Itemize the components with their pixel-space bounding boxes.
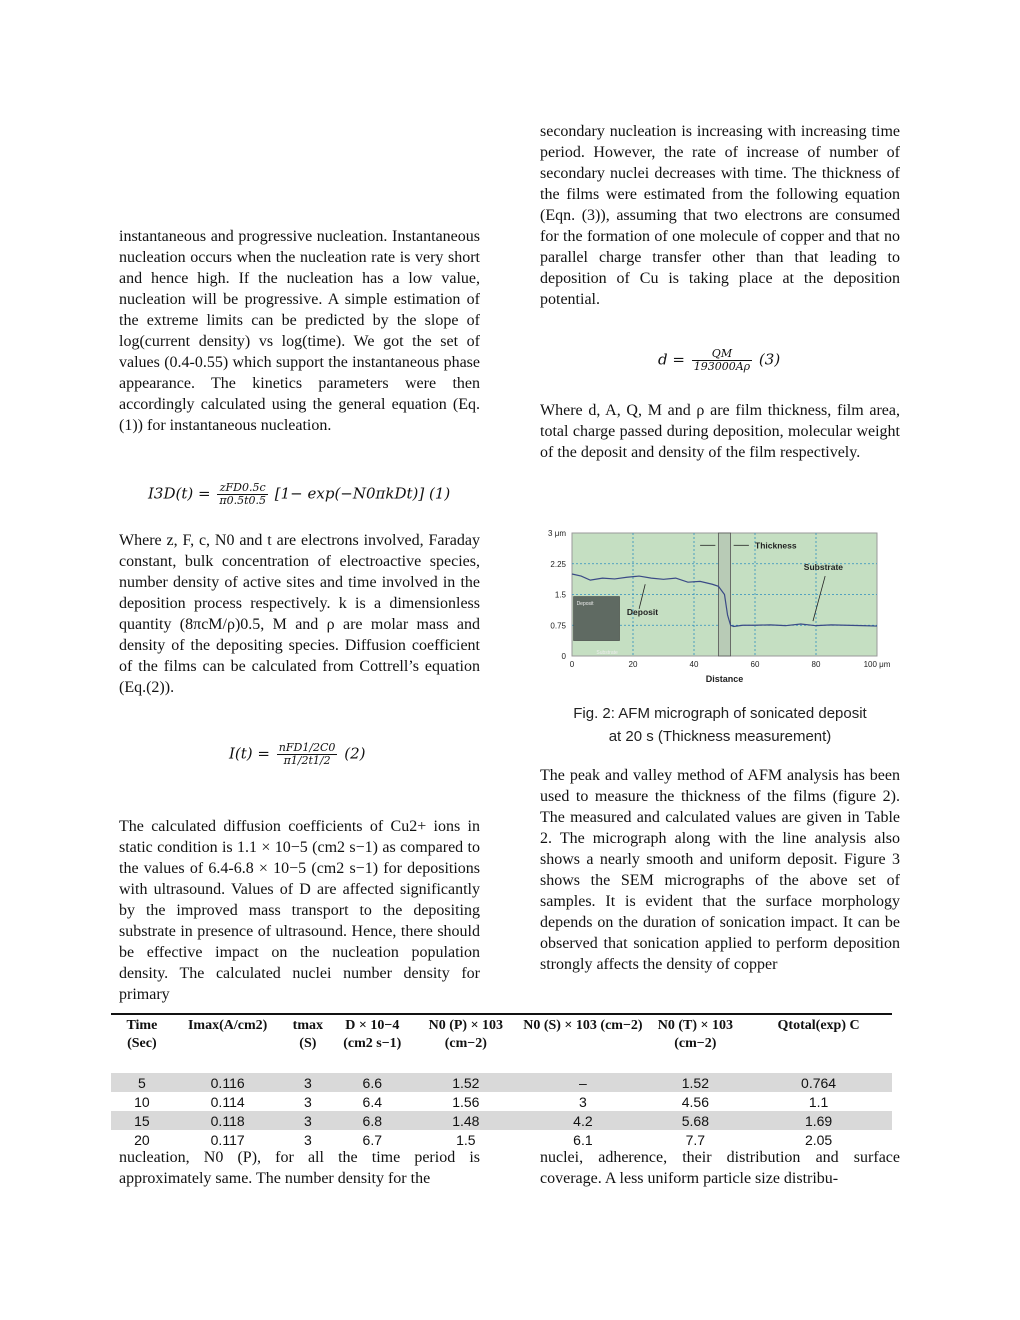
left-column-part-3 xyxy=(119,816,480,1005)
table-cell: 1.56 xyxy=(452,1093,480,1110)
table-header-cell: N0 (S) × 103 (cm−2) xyxy=(520,1014,645,1066)
table-cell: 5 xyxy=(111,1066,173,1092)
table-cell: – xyxy=(520,1066,645,1092)
table-cell: 0.764 xyxy=(745,1066,892,1092)
table-cell: 5.68 xyxy=(646,1111,746,1130)
x-tick-label: 0 xyxy=(569,660,575,669)
x-tick-label: 40 xyxy=(689,660,699,669)
x-tick-label: 60 xyxy=(750,660,760,669)
table-row xyxy=(111,1092,892,1111)
right-paragraph-2: Where d, A, Q, M and ρ are film thickness, film area, total charge passed during deposition, molecular weight of the deposit and density of the film respectively. xyxy=(540,402,900,461)
afm-thickness-chart xyxy=(540,525,900,690)
annotation-deposit: Deposit xyxy=(626,607,659,617)
table-cell: 3 xyxy=(283,1066,334,1092)
y-tick-label: 2.25 xyxy=(550,559,566,569)
y-tick-label: 0.75 xyxy=(550,621,566,631)
x-tick-label: 80 xyxy=(811,660,821,669)
table-header-cell: N0 (T) × 103 (cm−2) xyxy=(646,1014,746,1066)
table-cell: 6.8 xyxy=(333,1111,411,1130)
eq2-denominator: π1/2t1/2 xyxy=(283,754,331,767)
table-row xyxy=(111,1066,892,1092)
eq2-tag: (2) xyxy=(344,744,366,763)
table-cell: 20 xyxy=(134,1131,150,1148)
table-cell: 0.118 xyxy=(173,1111,283,1130)
table-header-cell: tmax (S) xyxy=(283,1014,334,1066)
right-paragraph-4: nuclei, adherence, their distribution and surface coverage. A less uniform particle size distribu- xyxy=(540,1149,900,1187)
right-column xyxy=(540,121,900,310)
right-column-part-3 xyxy=(540,765,900,975)
caption-line-1: Fig. 2: AFM micrograph of sonicated deposit xyxy=(573,705,867,722)
left-column-part-2 xyxy=(119,530,480,698)
table-header-cell: N0 (P) × 103 (cm−2) xyxy=(411,1014,520,1066)
equation-1 xyxy=(148,482,450,507)
table-cell: 3 xyxy=(283,1111,334,1130)
y-tick-label: 1.5 xyxy=(554,590,566,600)
right-paragraph-3: The peak and valley method of AFM analysis has been used to measure the thickness of the films (figure 2). The measured and calculated values are given in Table 2. The micrograph along with the line analysis also shows a nearly smooth and uniform deposit. Figure 3 shows the SEM micrographs of the above set of samples. It is evident that the surface morphology depends on the duration of sonication impact. It can be observed that sonication applied to perform deposition strongly affects the density of copper xyxy=(540,767,900,973)
table-cell: 7.7 xyxy=(685,1131,706,1148)
equation-2 xyxy=(229,742,365,767)
eq1-fraction xyxy=(217,482,268,507)
table-header-cell: Imax(A/cm2) xyxy=(173,1014,283,1066)
table-cell: 3 xyxy=(303,1131,312,1148)
equation-3 xyxy=(658,348,780,373)
eq2-fraction xyxy=(277,742,338,767)
table-cell: 4.56 xyxy=(681,1093,709,1110)
right-paragraph-1: secondary nucleation is increasing with increasing time period. However, the rate of increase of number of secondary nuclei decreases with time. The thickness of the films were estimated from the following equation (Eqn. (3)), assuming that two electrons are consumed for the formation of one molecule of copper and that no parallel charge transfer other than that leading to deposition of Cu is taking place at the deposition potential. xyxy=(540,123,900,308)
table-header-cell: D × 10−4 (cm2 s−1) xyxy=(333,1014,411,1066)
table-cell: 0.116 xyxy=(173,1066,283,1092)
eq2-lhs: I(t) = xyxy=(229,744,270,763)
eq1-denominator: π0.5t0.5 xyxy=(219,494,266,507)
table-header-row xyxy=(111,1014,892,1066)
eq2-numerator: nFD1/2C0 xyxy=(278,741,336,754)
x-axis-label: Distance xyxy=(705,674,744,684)
table-header-cell: Qtotal(exp) C xyxy=(745,1014,892,1066)
annotation-thickness: Thickness xyxy=(755,540,797,551)
table-cell: 1.52 xyxy=(411,1066,520,1092)
caption-line-2: at 20 s (Thickness measurement) xyxy=(608,728,832,745)
inset-label-substrate: Substrate xyxy=(596,649,618,656)
results-table xyxy=(111,1013,892,1149)
left-column xyxy=(119,226,480,436)
table-cell: 0.117 xyxy=(210,1131,245,1148)
annotation-substrate: Substrate xyxy=(803,561,844,572)
left-paragraph-4: nucleation, N0 (P), for all the time period is approximately same. The number density for the xyxy=(119,1149,480,1187)
table-cell: 15 xyxy=(111,1111,173,1130)
table-cell: 10 xyxy=(134,1093,150,1110)
table-cell: 3 xyxy=(579,1093,587,1110)
y-tick-label: 3 μm xyxy=(548,529,566,538)
eq3-tag: (3) xyxy=(758,350,781,369)
left-paragraph-1: instantaneous and progressive nucleation. Instantaneous nucleation occurs when the nucleation rate is very short and hence high. If the nucleation has a low value, nucleation will be progressive. A simple estimation of the extreme limits can be predicted by the slope of log(current density) vs log(time). We got the set of values (0.4-0.55) which support the instantaneous phase appearance. The kinetics parameters were then accordingly calculated using the general equation (Eq. (1)) for instantaneous nucleation. xyxy=(119,228,480,434)
table-row xyxy=(111,1130,892,1149)
eq3-numerator: QM xyxy=(692,348,752,361)
table-cell: 1.48 xyxy=(411,1111,520,1130)
left-paragraph-3: The calculated diffusion coefficients of Cu2+ ions in static condition is 1.1 × 10−5 (cm2 s−1) as compared to the values of 6.4-6.8 × 10−5 (cm2 s−1) for depositions with ultrasound. Values of D are affected significantly by the improved mass transport to the depositing substrate in presence of ultrasound. Hence, there should be effective impact on the nucleation population density. The calculated nuclei number density for primary xyxy=(119,818,480,1003)
figure-caption xyxy=(540,702,900,748)
table-cell: 4.2 xyxy=(520,1111,645,1130)
y-tick-label: 0 xyxy=(561,652,566,661)
table-header-cell: Time (Sec) xyxy=(111,1014,173,1066)
left-paragraph-2: Where z, F, c, N0 and t are electrons involved, Faraday constant, bulk concentration of electroactive species, number density of active sites and time involved in the deposition process respectively. k is a dimensionless quantity (8πcM/ρ)0.5, M and ρ are molar mass and density of the depositing species. Diffusion coefficient of the films can be calculated from Cottrell’s equation (Eq.(2)). xyxy=(119,532,480,696)
table-cell: 6.1 xyxy=(573,1131,593,1148)
eq1-lhs: I3D(t) = xyxy=(148,484,211,503)
eq1-rhs: [1− exp(−N0πkDt)] (1) xyxy=(274,484,451,503)
x-tick-label: 100 μm xyxy=(863,660,891,669)
x-tick-label: 20 xyxy=(628,660,638,669)
table-cell: 2.05 xyxy=(804,1131,833,1148)
table-cell: 6.6 xyxy=(333,1066,411,1092)
eq3-denominator: 193000Aρ xyxy=(693,360,751,373)
inset-label-deposit: Deposit xyxy=(576,600,594,607)
table-cell: 1.69 xyxy=(745,1111,892,1130)
table-cell: 1.1 xyxy=(808,1093,829,1110)
table-cell: 1.5 xyxy=(456,1131,476,1148)
table-row xyxy=(111,1111,892,1130)
right-column-part-2 xyxy=(540,400,900,463)
table-cell: 6.4 xyxy=(362,1093,383,1110)
table-cell: 6.7 xyxy=(362,1131,383,1148)
eq3-lhs: d = xyxy=(658,350,685,369)
left-column-part-4 xyxy=(119,1147,480,1189)
table-cell: 3 xyxy=(303,1093,312,1110)
table-cell: 1.52 xyxy=(646,1066,746,1092)
table-cell: 0.114 xyxy=(210,1093,245,1110)
eq1-numerator: zFD0.5c xyxy=(217,482,268,495)
right-column-part-4 xyxy=(540,1147,900,1189)
eq3-fraction xyxy=(692,348,752,373)
